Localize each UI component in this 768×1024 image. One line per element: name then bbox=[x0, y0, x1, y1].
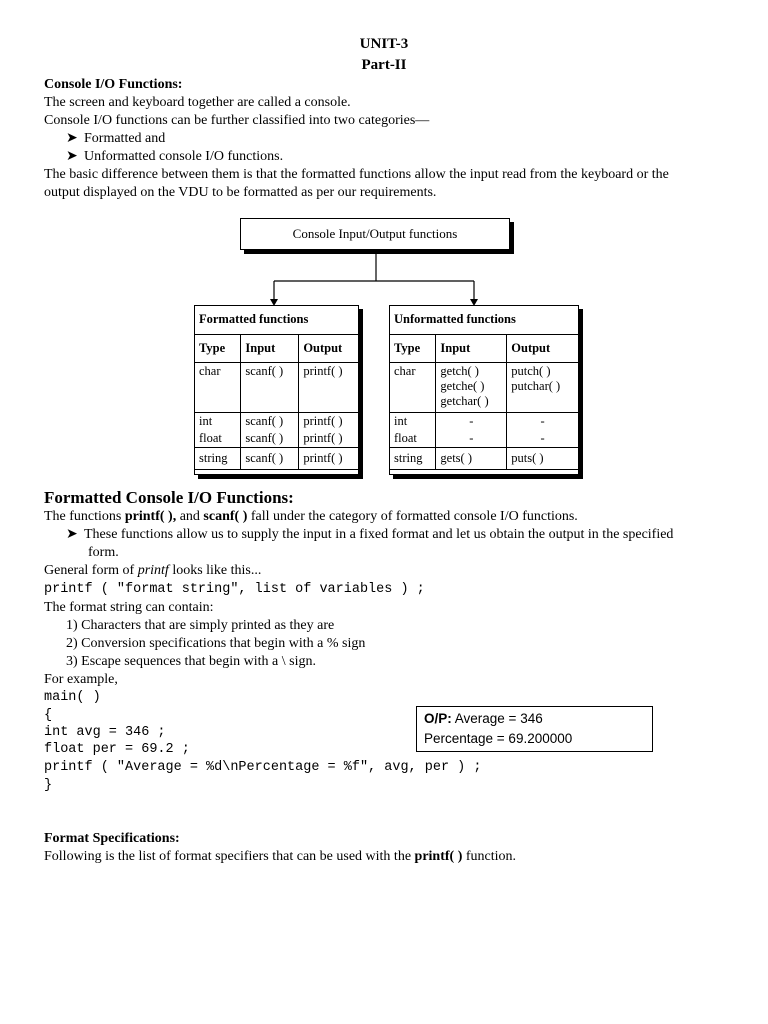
format-spec-heading: Format Specifications: bbox=[44, 831, 180, 846]
table-row: string scanf( ) printf( ) bbox=[195, 448, 359, 470]
code-line: float per = 69.2 ; bbox=[44, 742, 190, 757]
list-item: ➤ These functions allow us to supply the input in a fixed format and let us obtain the output in the specified bbox=[66, 527, 674, 542]
formatted-functions-box bbox=[194, 305, 359, 475]
formatted-section-heading: Formatted Console I/O Functions: bbox=[44, 488, 294, 507]
console-io-line2: Console I/O functions can be further classified into two categories— bbox=[44, 113, 430, 128]
list-item: ➤ Unformatted console I/O functions. bbox=[66, 149, 284, 164]
list-item: 1) Characters that are simply printed as they are bbox=[66, 618, 335, 633]
code-line: int avg = 346 ; bbox=[44, 725, 166, 740]
format-spec-text: Following is the list of format specifiers that can be used with the printf( ) function. bbox=[44, 849, 517, 864]
diagram-connectors bbox=[0, 0, 768, 320]
code-line: { bbox=[44, 708, 53, 723]
console-io-line1: The screen and keyboard together are called a console. bbox=[44, 95, 351, 110]
example-label: For example, bbox=[44, 672, 118, 687]
format-string-intro: The format string can contain: bbox=[44, 600, 214, 615]
table-row: string gets( ) puts( ) bbox=[390, 448, 579, 470]
table-row: float - - bbox=[390, 430, 579, 448]
table-row: float scanf( ) printf( ) bbox=[195, 430, 359, 448]
list-item-continuation: form. bbox=[88, 545, 119, 560]
printf-syntax: printf ( "format string", list of variables ) ; bbox=[44, 582, 425, 597]
table-row: int scanf( ) printf( ) bbox=[195, 413, 359, 431]
table-row: char scanf( ) printf( ) bbox=[195, 363, 359, 413]
console-io-heading: Console I/O Functions: bbox=[44, 77, 183, 92]
output-label: O/P: bbox=[424, 711, 452, 726]
table-header: Output bbox=[299, 335, 359, 363]
general-form-text: General form of printf looks like this... bbox=[44, 563, 262, 578]
unit-title: UNIT-3 bbox=[359, 36, 409, 52]
table-header: Type bbox=[390, 335, 436, 363]
part-title: Part-II bbox=[361, 57, 407, 73]
code-line: main( ) bbox=[44, 690, 101, 705]
console-io-para-line2: output displayed on the VDU to be formatted as per our requirements. bbox=[44, 185, 437, 200]
formatted-table-title: Formatted functions bbox=[195, 306, 359, 335]
table-row: char getch( ) getche( ) getchar( ) putch( ) putchar( ) bbox=[390, 363, 579, 413]
diagram-root-box: Console Input/Output functions bbox=[240, 218, 510, 250]
list-item: ➤ Formatted and bbox=[66, 131, 166, 146]
table-header: Output bbox=[507, 335, 579, 363]
unformatted-functions-box bbox=[389, 305, 579, 475]
list-item: 2) Conversion specifications that begin with a % sign bbox=[66, 636, 366, 651]
list-item: 3) Escape sequences that begin with a \ sign. bbox=[66, 654, 316, 669]
code-line: printf ( "Average = %d\nPercentage = %f", avg, per ) ; bbox=[44, 760, 482, 775]
table-header: Input bbox=[436, 335, 507, 363]
unformatted-functions-table bbox=[389, 305, 579, 470]
arrow-bullet-icon: ➤ bbox=[66, 131, 78, 146]
console-io-para-line1: The basic difference between them is that the formatted functions allow the input read from the keyboard or the bbox=[44, 167, 669, 182]
table-header: Input bbox=[241, 335, 299, 363]
table-header: Type bbox=[195, 335, 241, 363]
table-row: int - - bbox=[390, 413, 579, 431]
formatted-functions-table bbox=[194, 305, 359, 470]
arrow-bullet-icon: ➤ bbox=[66, 149, 78, 164]
formatted-intro: The functions printf( ), and scanf( ) fall under the category of formatted console I/O functions. bbox=[44, 509, 578, 524]
unformatted-table-title: Unformatted functions bbox=[390, 306, 579, 335]
code-line: } bbox=[44, 778, 53, 793]
output-box: O/P: Average = 346 Percentage = 69.200000 bbox=[416, 706, 653, 752]
arrow-bullet-icon: ➤ bbox=[66, 527, 78, 542]
